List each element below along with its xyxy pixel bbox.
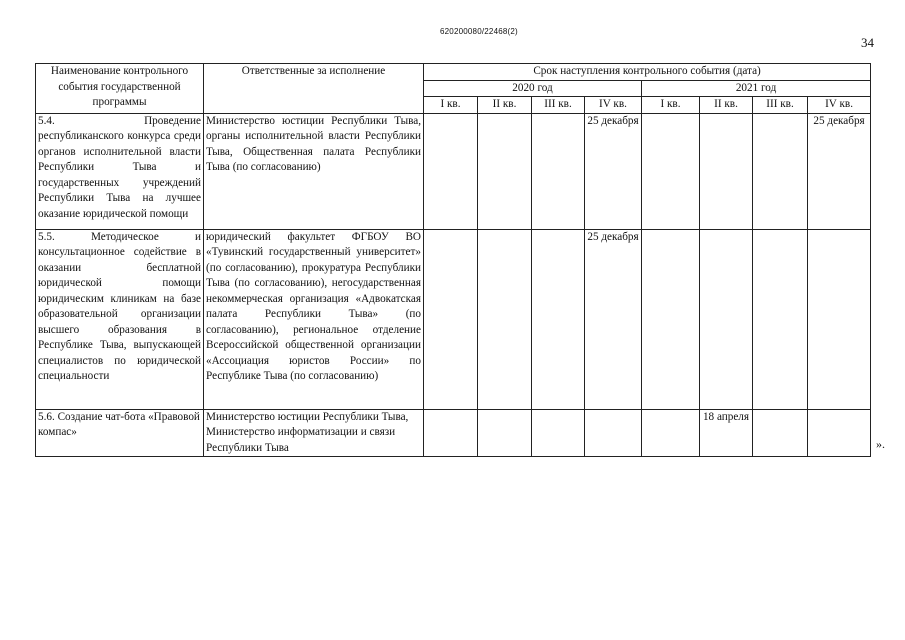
deadline-cell	[478, 113, 532, 229]
deadline-cell	[585, 409, 642, 457]
header-quarter: IV кв.	[585, 97, 642, 114]
header-quarter: I кв.	[424, 97, 478, 114]
responsible-cell: юридический факультет ФГБОУ ВО «Тувинский государственный университет» (по согласованию), прокуратура Республики Тыва (по согласованию), негосударственная некоммерческая организация «Адвокатская палата Республики Тыва» (по согласованию), региональное отделение Всероссийской общественной организации «Ассоциация юристов России» по Республике Тыва (по согласованию)	[204, 229, 424, 409]
deadline-cell	[424, 229, 478, 409]
event-name-cell: 5.4. Проведение республиканского конкурса среди органов исполнительной власти Республики Тыва и государственных учреждений Республики Тыва на лучшее оказание юридической помощи	[36, 113, 204, 229]
responsible-cell: Министерство юстиции Республики Тыва, органы исполнительной власти Республики Тыва, Общественная палата Республики Тыва (по согласованию)	[204, 113, 424, 229]
deadline-cell	[424, 113, 478, 229]
header-responsible: Ответственные за исполнение	[204, 64, 424, 114]
table-row	[36, 113, 871, 229]
deadline-cell	[753, 229, 808, 409]
page-number: 34	[861, 35, 874, 50]
header-quarter: II кв.	[700, 97, 753, 114]
document-code: 620200080/22468(2)	[440, 27, 518, 36]
deadline-cell	[532, 229, 585, 409]
deadline-cell: 25 декабря	[808, 113, 871, 229]
deadline-cell	[642, 409, 700, 457]
deadline-cell	[478, 409, 532, 457]
deadline-cell	[478, 229, 532, 409]
deadline-cell	[642, 229, 700, 409]
deadline-cell	[424, 409, 478, 457]
header-deadline: Срок наступления контрольного события (дата)	[424, 64, 871, 81]
responsible-cell: Министерство юстиции Республики Тыва, Министерство информатизации и связи Республики Тыва	[204, 409, 424, 457]
header-quarter: III кв.	[532, 97, 585, 114]
header-year-2020: 2020 год	[424, 80, 642, 97]
deadline-cell	[808, 229, 871, 409]
table-row	[36, 409, 871, 457]
deadline-cell	[532, 113, 585, 229]
header-quarter: II кв.	[478, 97, 532, 114]
deadline-cell	[700, 229, 753, 409]
event-name-cell: 5.6. Создание чат-бота «Правовой компас»	[36, 409, 204, 457]
deadline-cell	[642, 113, 700, 229]
header-year-2021: 2021 год	[642, 80, 871, 97]
deadline-cell	[700, 113, 753, 229]
deadline-cell: 25 декабря	[585, 113, 642, 229]
deadline-cell	[532, 409, 585, 457]
header-quarter: IV кв.	[808, 97, 871, 114]
closing-quote-mark: ».	[876, 437, 885, 451]
control-events-table	[35, 63, 871, 457]
header-row-1	[36, 64, 871, 81]
deadline-cell: 25 декабря	[585, 229, 642, 409]
deadline-cell: 18 апреля	[700, 409, 753, 457]
header-quarter: III кв.	[753, 97, 808, 114]
header-quarter: I кв.	[642, 97, 700, 114]
deadline-cell	[808, 409, 871, 457]
deadline-cell	[753, 409, 808, 457]
event-name-cell: 5.5. Методическое и консультационное содействие в оказании бесплатной юридической помощи юридическим клиникам на базе образовательной организации высшего образования в Республике Тыва, выпускающей специалистов по юридической специальности	[36, 229, 204, 409]
table-row	[36, 229, 871, 409]
deadline-cell	[753, 113, 808, 229]
header-name: Наименование контрольного события государственной программы	[36, 64, 204, 114]
